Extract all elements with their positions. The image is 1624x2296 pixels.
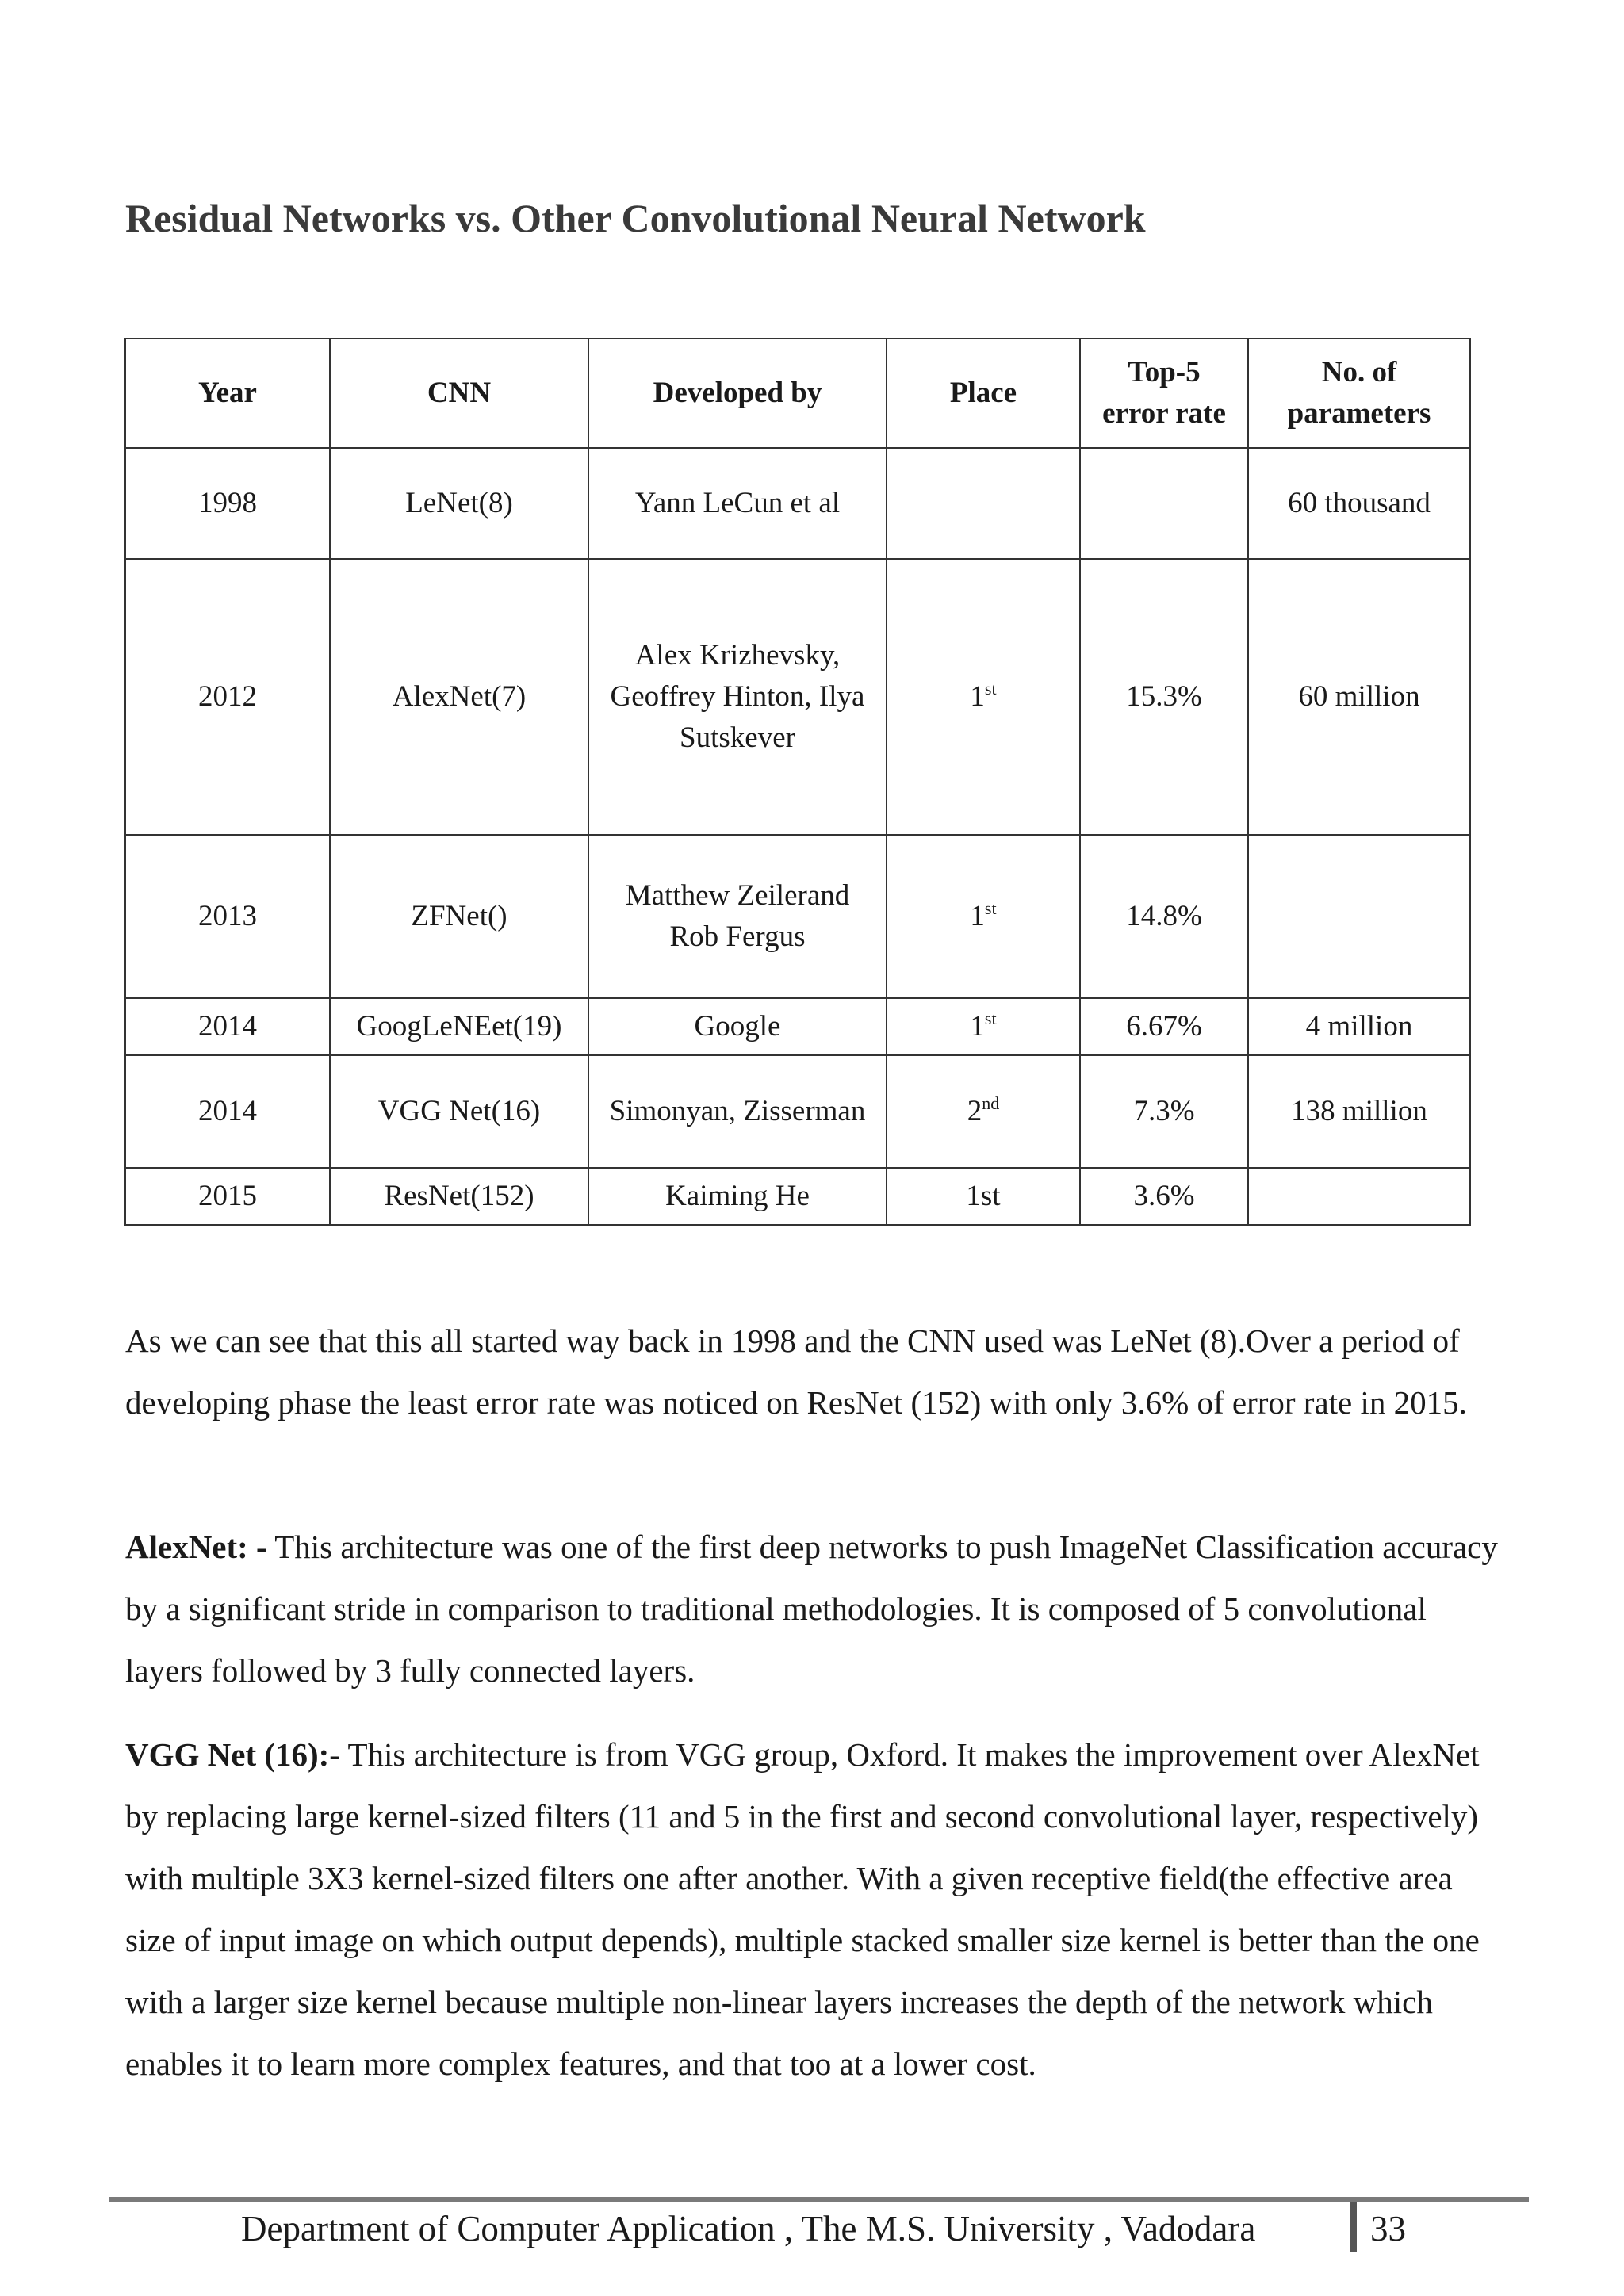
- cell-year: 2015: [125, 1168, 330, 1225]
- place-number: 1: [970, 1010, 985, 1043]
- cell-error-rate: 3.6%: [1080, 1168, 1248, 1225]
- cell-developed-by: [588, 998, 887, 1055]
- table-row: [125, 1168, 1470, 1225]
- intro-paragraph: As we can see that this all started way back in 1998 and the CNN used was LeNet (8).Over a period of developing phase the least error rate was noticed on ResNet (152) with only 3.6% of error rate in 2015.: [125, 1322, 1467, 1421]
- cell-error-rate: 6.67%: [1080, 998, 1248, 1055]
- developer-line: Rob Fergus: [669, 920, 806, 953]
- cell-parameters: 60 million: [1248, 559, 1470, 835]
- alexnet-description: This architecture was one of the first deep networks to push ImageNet Classification accuracy by a significant stride in comparison to traditional methodologies. It is composed of 5 convolutional layers followed by 3 fully connected layers.: [125, 1529, 1498, 1689]
- section-heading: Residual Networks vs. Other Convolutional Neural Network: [125, 196, 1146, 240]
- cnn-comparison-table: [124, 338, 1471, 1226]
- cell-cnn: AlexNet(7): [330, 559, 588, 835]
- cell-parameters: 4 million: [1248, 998, 1470, 1055]
- cell-parameters: [1248, 1168, 1470, 1225]
- cell-parameters: 138 million: [1248, 1055, 1470, 1168]
- cell-error-rate: 15.3%: [1080, 559, 1248, 835]
- cell-place: [887, 835, 1080, 998]
- header-top5-line1: Top-5: [1128, 356, 1201, 388]
- cell-parameters: [1248, 835, 1470, 998]
- vgg-paragraph: [125, 1724, 1505, 2095]
- cell-error-rate: [1080, 448, 1248, 559]
- cell-developed-by: [588, 448, 887, 559]
- cell-year: 2014: [125, 998, 330, 1055]
- place-number: 1: [970, 900, 985, 932]
- place-number: 1: [970, 680, 985, 713]
- developer-line: Sutskever: [680, 721, 795, 754]
- cell-year: 2014: [125, 1055, 330, 1168]
- place-suffix: st: [984, 679, 997, 698]
- cell-year: 2012: [125, 559, 330, 835]
- developer-line: Alex Krizhevsky,: [634, 639, 841, 672]
- cell-developed-by: [588, 559, 887, 835]
- footer-divider: [1350, 2202, 1357, 2252]
- table-row: [125, 835, 1470, 998]
- place-number: 1st: [966, 1180, 1001, 1212]
- footer-rule: [109, 2197, 1529, 2202]
- cell-developed-by: [588, 1055, 887, 1168]
- cell-cnn: ZFNet(): [330, 835, 588, 998]
- table-header-row: [125, 339, 1470, 448]
- table-row: [125, 559, 1470, 835]
- cell-developed-by: [588, 1168, 887, 1225]
- developer-line: Kaiming He: [665, 1180, 810, 1212]
- cell-developed-by: [588, 835, 887, 998]
- cell-place: [887, 1168, 1080, 1225]
- cell-place: [887, 998, 1080, 1055]
- header-place: Place: [887, 339, 1080, 448]
- developer-line: Geoffrey Hinton, Ilya: [610, 680, 865, 713]
- developer-line: Simonyan, Zisserman: [609, 1095, 866, 1127]
- header-top5-line2: error rate: [1102, 397, 1226, 430]
- place-suffix: st: [984, 898, 997, 918]
- cell-cnn: LeNet(8): [330, 448, 588, 559]
- vgg-label: VGG Net (16):-: [125, 1736, 340, 1773]
- alexnet-label: AlexNet: -: [125, 1529, 267, 1565]
- place-suffix: nd: [982, 1093, 1000, 1113]
- header-params-line2: parameters: [1287, 397, 1431, 430]
- place-number: 2: [967, 1095, 982, 1127]
- cell-year: 1998: [125, 448, 330, 559]
- cell-cnn: ResNet(152): [330, 1168, 588, 1225]
- cell-cnn: GoogLeNEet(19): [330, 998, 588, 1055]
- cell-error-rate: 7.3%: [1080, 1055, 1248, 1168]
- cell-place: [887, 559, 1080, 835]
- table-row: [125, 998, 1470, 1055]
- cell-place: [887, 1055, 1080, 1168]
- header-developed-by: Developed by: [588, 339, 887, 448]
- place-suffix: st: [984, 1008, 997, 1028]
- header-cnn: CNN: [330, 339, 588, 448]
- header-parameters: [1248, 339, 1470, 448]
- cell-year: 2013: [125, 835, 330, 998]
- header-params-line1: No. of: [1321, 356, 1397, 388]
- alexnet-paragraph: [125, 1516, 1505, 1701]
- footer-department: Department of Computer Application , The M.S. University , Vadodara: [241, 2209, 1256, 2248]
- developer-line: Yann LeCun et al: [634, 487, 841, 519]
- table-row: [125, 1055, 1470, 1168]
- table-row: [125, 448, 1470, 559]
- developer-line: Google: [694, 1010, 781, 1043]
- header-year: Year: [125, 339, 330, 448]
- cell-parameters: 60 thousand: [1248, 448, 1470, 559]
- cell-cnn: VGG Net(16): [330, 1055, 588, 1168]
- cell-error-rate: 14.8%: [1080, 835, 1248, 998]
- cell-place: [887, 448, 1080, 559]
- developer-line: Matthew Zeilerand: [625, 879, 850, 912]
- page-number: 33: [1370, 2209, 1406, 2248]
- header-top5-error: [1080, 339, 1248, 448]
- vgg-description: This architecture is from VGG group, Oxford. It makes the improvement over AlexNet by replacing large kernel-sized filters (11 and 5 in the first and second convolutional layer, respectively) with multiple 3X3 kernel-sized filters one after another. With a given receptive field(the effective area size of input image on which output depends), multiple stacked smaller size kernel is better than the one with a larger size kernel because multiple non-linear layers increases the depth of the network which enables it to learn more complex features, and that too at a lower cost.: [125, 1736, 1480, 2082]
